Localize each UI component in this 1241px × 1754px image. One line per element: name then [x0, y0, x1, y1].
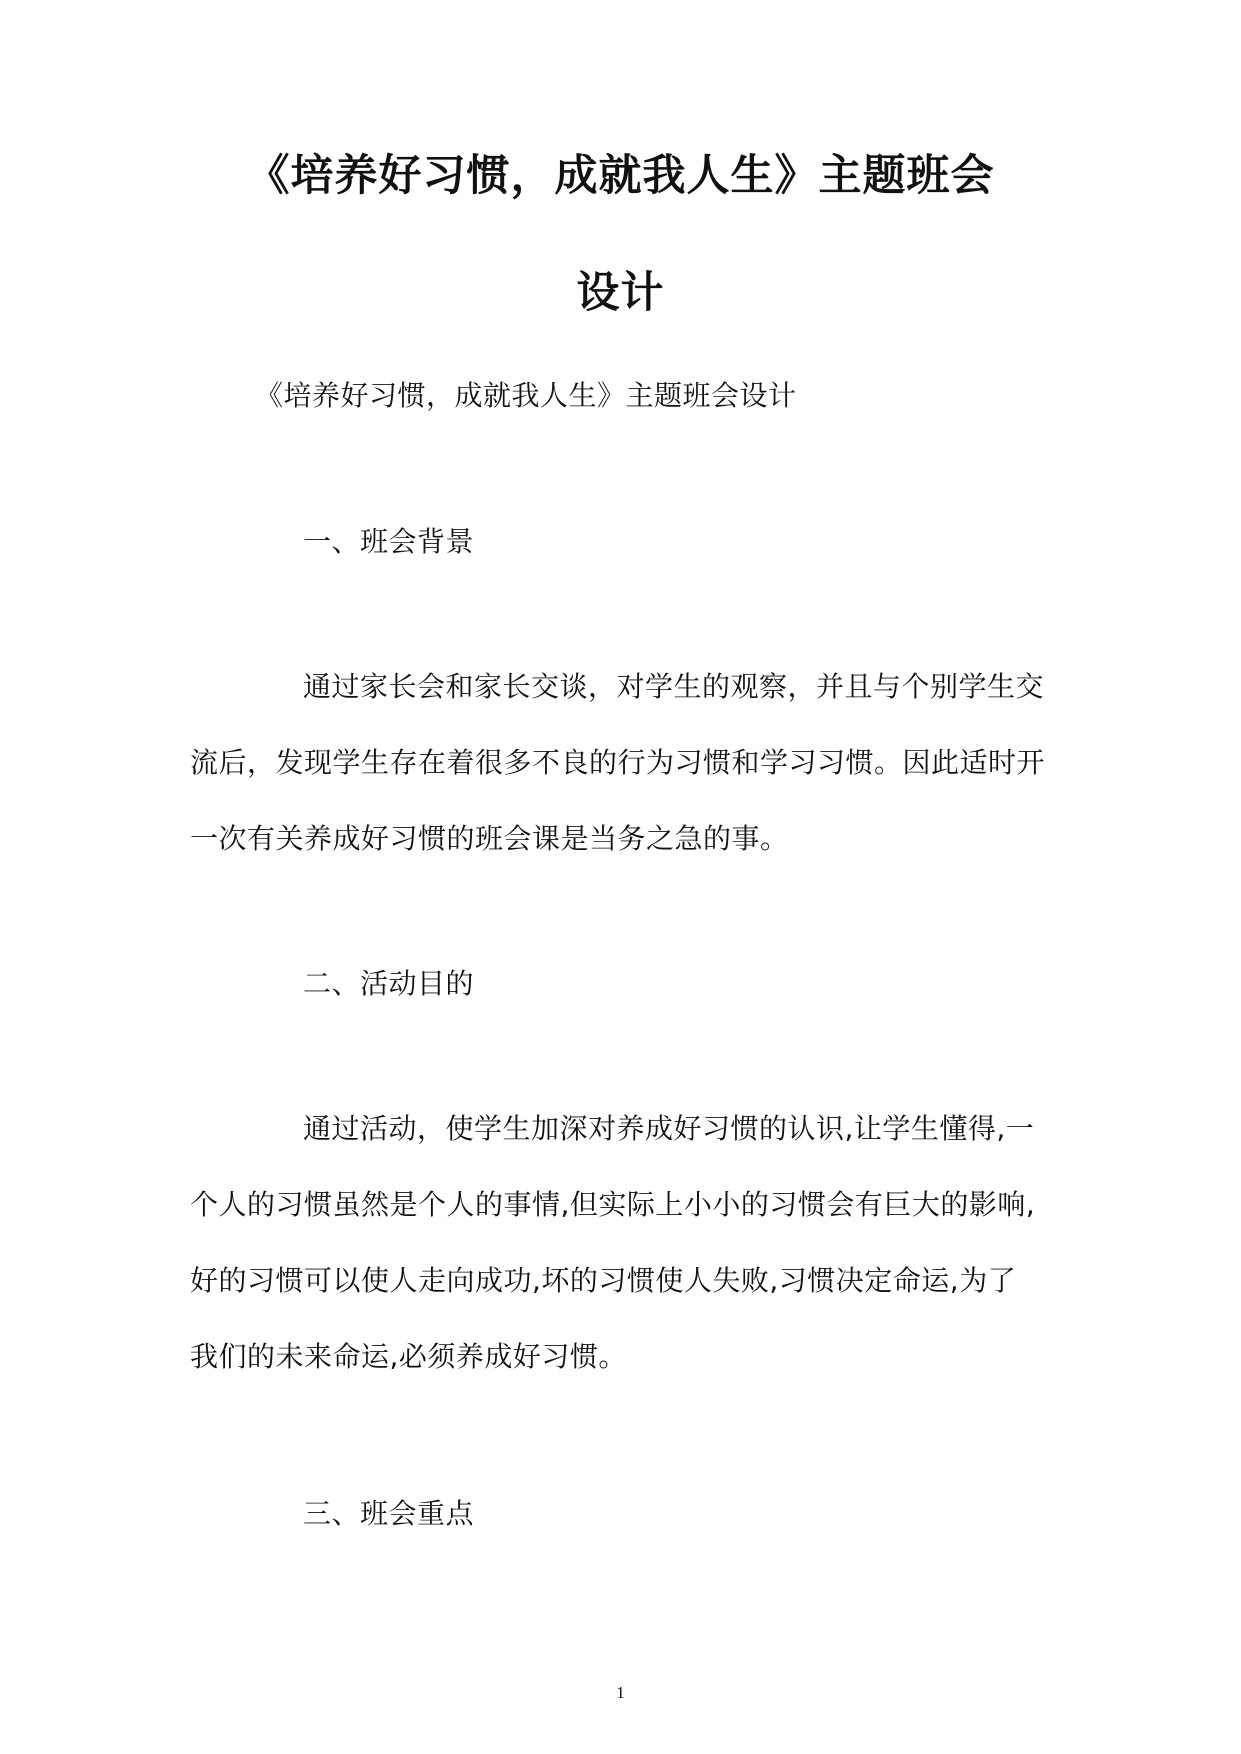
paragraph-line: 个人的习惯虽然是个人的事情,但实际上小小的习惯会有巨大的影响,: [190, 1188, 1036, 1221]
paragraph-line: 一次有关养成好习惯的班会课是当务之急的事。: [190, 822, 789, 855]
section-heading-background: 一、班会背景: [303, 525, 475, 558]
paragraph-line: 好的习惯可以使人走向成功,坏的习惯使人失败,习惯决定命运,为了: [190, 1264, 1017, 1297]
section-heading-focus: 三、班会重点: [303, 1497, 475, 1530]
document-title-line-2: 设计: [576, 268, 665, 318]
document-title-line-1: 《培养好习惯，成就我人生》主题班会: [246, 151, 995, 201]
paragraph-line: 我们的未来命运,必须养成好习惯。: [190, 1340, 627, 1373]
paragraph-line: 流后，发现学生存在着很多不良的行为习惯和学习习惯。因此适时开: [190, 746, 1046, 779]
section-heading-purpose: 二、活动目的: [303, 967, 475, 1000]
document-subtitle: 《培养好习惯，成就我人生》主题班会设计: [255, 379, 797, 412]
page-number: 1: [616, 1683, 625, 1702]
paragraph-line: 通过家长会和家长交谈，对学生的观察，并且与个别学生交: [303, 670, 1045, 703]
paragraph-line: 通过活动，使学生加深对养成好习惯的认识,让学生懂得,一: [303, 1112, 1035, 1145]
